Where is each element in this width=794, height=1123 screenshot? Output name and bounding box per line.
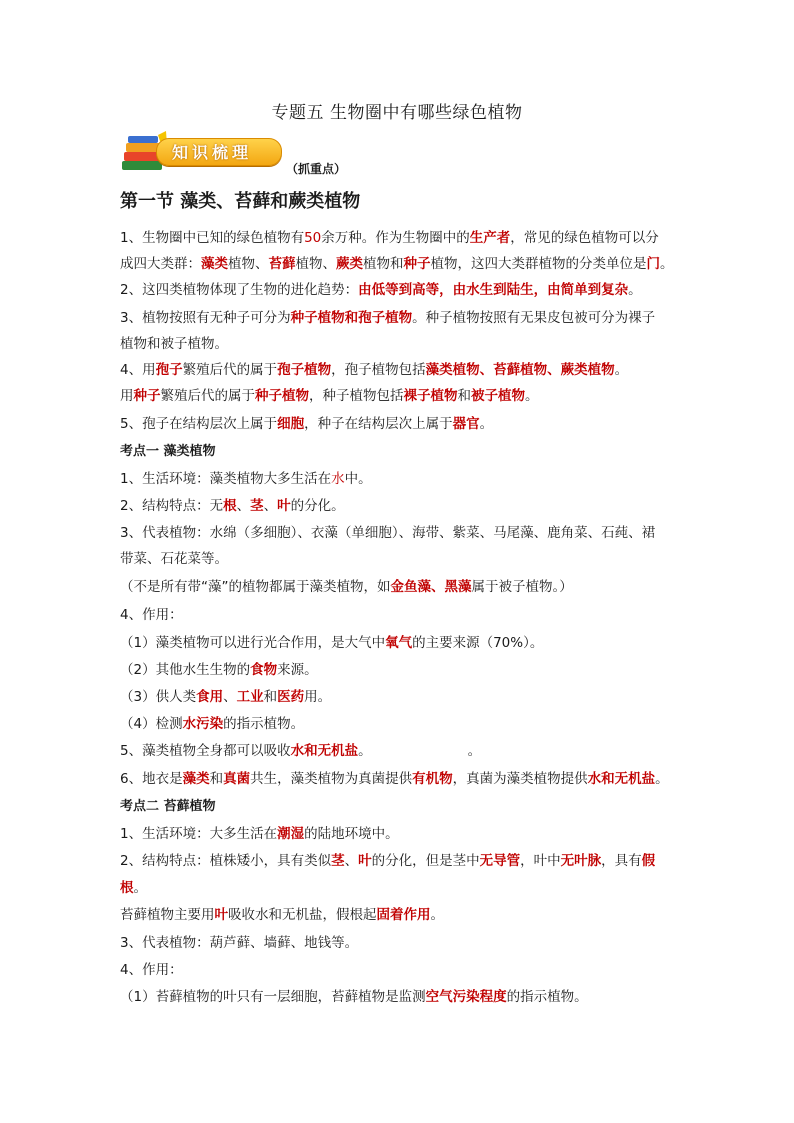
highlight-term: 门 (646, 256, 660, 272)
text-line (120, 547, 676, 567)
section-heading: 第一节 藻类、苔藓和蕨类植物 (120, 191, 361, 212)
highlight-term: 生产者 (469, 230, 511, 246)
text-line (120, 739, 676, 759)
text-segment: （不是所有带“藻”的植物都属于藻类植物，如 (120, 579, 391, 595)
text-line (120, 358, 676, 378)
text-segment: 用。 (304, 689, 332, 705)
text-segment: 2、结构特点：无 (120, 498, 224, 514)
highlight-term: 裸子植物 (403, 388, 458, 404)
text-segment: 和 (457, 388, 471, 404)
text-segment: 。 (479, 416, 494, 432)
knowledge-badge (120, 131, 285, 173)
highlight-term: 细胞 (277, 416, 305, 432)
highlight-term: 空气污染程度 (425, 989, 507, 1005)
text-segment: 、 (263, 498, 278, 514)
highlight-term: 50 (304, 230, 322, 246)
highlight-term: 器官 (452, 416, 480, 432)
text-line (120, 849, 676, 869)
highlight-term: 水和无机盐 (290, 743, 359, 759)
text-segment: 的主要来源（70%）。 (412, 635, 544, 651)
text-line (120, 631, 676, 651)
text-segment: （1）苔藓植物的叶只有一层细胞，苔藓植物是监测 (120, 989, 426, 1005)
text-segment: ，种子在结构层次上属于 (304, 416, 453, 432)
highlight-term: 根 (120, 880, 134, 896)
highlight-term: 孢子植物 (277, 362, 332, 378)
text-segment: 。 (467, 743, 482, 759)
text-segment: 。 (358, 743, 372, 759)
highlight-term: 水污染 (182, 716, 224, 732)
key-point-heading (120, 440, 676, 459)
text-segment: 5、孢子在结构层次上属于 (120, 416, 278, 432)
highlight-term: 茎 (331, 853, 345, 869)
text-segment: 2、这四类植物体现了生物的进化趋势： (120, 282, 359, 298)
text-segment: （2）其他水生生物的 (120, 662, 251, 678)
text-segment: 余万种。作为生物圈中的 (321, 230, 470, 246)
highlight-term: 假 (641, 853, 656, 869)
text-segment: 3、植物按照有无种子可分为 (120, 310, 291, 326)
text-segment: 苔藓植物主要用 (120, 907, 215, 923)
text-line (120, 494, 676, 514)
text-line (120, 306, 676, 326)
text-segment: 。 (660, 256, 674, 272)
text-segment: 植物、 (295, 256, 336, 272)
text-segment: 的分化，但是茎中 (371, 853, 480, 869)
text-line (120, 521, 676, 541)
text-segment: 4、作用： (120, 607, 183, 623)
highlight-term: 种子植物 (255, 388, 309, 404)
text-segment: 1、生活环境：藻类植物大多生活在 (120, 471, 332, 487)
highlight-term: 叶 (277, 498, 291, 514)
highlight-term: 真菌 (223, 771, 251, 787)
text-segment: 繁殖后代的属于 (160, 388, 255, 404)
text-line (120, 278, 676, 298)
highlight-term: 潮湿 (277, 826, 305, 842)
text-segment: （3）供人类 (120, 689, 197, 705)
text-segment: 4、作用： (120, 962, 183, 978)
text-segment: 和 (209, 771, 224, 787)
text-segment: 2、结构特点：植株矮小，具有类似 (120, 853, 332, 869)
text-segment: 的分化。 (290, 498, 345, 514)
text-line (120, 822, 676, 842)
text-segment: （1）藻类植物可以进行光合作用，是大气中 (120, 635, 386, 651)
text-segment: 共生，藻类植物为真菌提供 (250, 771, 413, 787)
text-line (120, 685, 676, 705)
highlight-term: 医药 (277, 689, 305, 705)
text-line (120, 467, 676, 487)
text-segment: 1、生物圈中已知的绿色植物有 (120, 230, 305, 246)
text-line (120, 767, 676, 787)
highlight-term: 金鱼藻、黑藻 (390, 579, 472, 595)
highlight-term: 固着作用 (376, 907, 431, 923)
text-segment: 。 (133, 880, 147, 896)
text-segment: ，常见的绿色植物可以分 (510, 230, 659, 246)
text-segment: 和 (263, 689, 278, 705)
text-line (120, 658, 676, 678)
text-segment: 1、生活环境：大多生活在 (120, 826, 278, 842)
text-segment: 5、藻类植物全身都可以吸收 (120, 743, 291, 759)
text-segment: ，具有 (601, 853, 642, 869)
text-line (120, 931, 676, 951)
text-line (120, 603, 676, 623)
text-segment: 6、地衣是 (120, 771, 183, 787)
text-segment: 。 (614, 362, 629, 378)
text-segment: 。 (525, 388, 539, 404)
text-segment: 植物和被子植物。 (120, 336, 228, 352)
text-line (120, 985, 676, 1005)
text-segment: 植物、 (228, 256, 269, 272)
text-line (120, 903, 676, 923)
text-line (120, 332, 676, 352)
text-line (120, 412, 676, 432)
text-segment: （4）检测 (120, 716, 183, 732)
highlight-term: 种子 (403, 256, 431, 272)
text-segment: 考点一 藻类植物 (120, 444, 216, 459)
text-line (120, 252, 676, 272)
text-segment: 繁殖后代的属于 (182, 362, 278, 378)
highlight-term: 根 (223, 498, 237, 514)
highlight-term: 蕨类 (336, 256, 363, 272)
highlight-term: 孢子 (155, 362, 183, 378)
highlight-term: 被子植物 (471, 388, 525, 404)
highlight-term: 由低等到高等，由水生到陆生，由简单到复杂 (358, 282, 629, 298)
text-segment: 用 (120, 388, 134, 404)
text-segment: 、 (223, 689, 237, 705)
highlight-term: 无叶脉 (560, 853, 602, 869)
highlight-term: 种子 (133, 388, 161, 404)
text-segment: ，真菌为藻类植物提供 (452, 771, 588, 787)
text-segment: 3、代表植物：水绵（多细胞）、衣藻（单细胞）、海带、紫菜、马尾藻、鹿角菜、石莼、裙 (120, 525, 656, 541)
text-segment: 的陆地环境中。 (304, 826, 399, 842)
highlight-term: 水 (331, 471, 345, 487)
highlight-term: 氧气 (385, 635, 413, 651)
text-segment: ，种子植物包括 (309, 388, 404, 404)
text-segment: 带菜、石花菜等。 (120, 551, 228, 567)
text-segment: 植物和 (363, 256, 404, 272)
text-segment: 、 (236, 498, 251, 514)
text-line (120, 712, 676, 732)
text-segment: ，叶中 (520, 853, 561, 869)
text-segment: 。种子植物按照有无果皮包被可分为裸子 (412, 310, 656, 326)
highlight-term: 苔藓 (268, 256, 296, 272)
text-segment: 来源。 (277, 662, 318, 678)
highlight-term: 叶 (214, 907, 228, 923)
text-segment: 中。 (344, 471, 372, 487)
highlight-term: 食用 (196, 689, 224, 705)
text-segment: 。 (430, 907, 444, 923)
highlight-term: 有机物 (412, 771, 453, 787)
key-point-heading (120, 795, 676, 814)
text-segment: 。 (628, 282, 642, 298)
text-segment: 植物，这四大类群植物的分类单位是 (430, 256, 647, 272)
highlight-term: 藻类 (182, 771, 210, 787)
text-segment: 、 (344, 853, 359, 869)
text-segment: 3、代表植物：葫芦藓、墙藓、地钱等。 (120, 935, 359, 951)
text-line (120, 876, 676, 896)
text-segment: 属于被子植物。） (471, 579, 573, 595)
highlight-term: 种子植物和孢子植物 (290, 310, 413, 326)
highlight-term: 工业 (236, 689, 264, 705)
highlight-term: 无导管 (479, 853, 521, 869)
text-line (120, 226, 676, 246)
highlight-term: 食物 (250, 662, 278, 678)
highlight-term: 叶 (358, 853, 372, 869)
text-line (120, 384, 676, 404)
text-segment: 4、用 (120, 362, 156, 378)
text-segment: 的指示植物。 (506, 989, 588, 1005)
badge-label: 知识梳理 (172, 143, 253, 162)
text-segment: 。 (655, 771, 669, 787)
text-segment: 成四大类群： (120, 256, 201, 272)
highlight-term: 藻类 (201, 256, 228, 272)
highlight-term: 藻类植物、苔藓植物、蕨类植物 (425, 362, 615, 378)
highlight-term: 茎 (250, 498, 264, 514)
text-line (120, 958, 676, 978)
highlight-term: 水和无机盐 (587, 771, 656, 787)
text-line (120, 575, 676, 595)
text-segment: 的指示植物。 (223, 716, 305, 732)
text-segment: ，孢子植物包括 (331, 362, 426, 378)
badge-note: （抓重点） (286, 162, 347, 176)
text-segment: 吸收水和无机盐，假根起 (228, 907, 377, 923)
page-title: 专题五 生物圈中有哪些绿色植物 (271, 103, 523, 123)
text-segment: 考点二 苔藓植物 (120, 799, 216, 814)
